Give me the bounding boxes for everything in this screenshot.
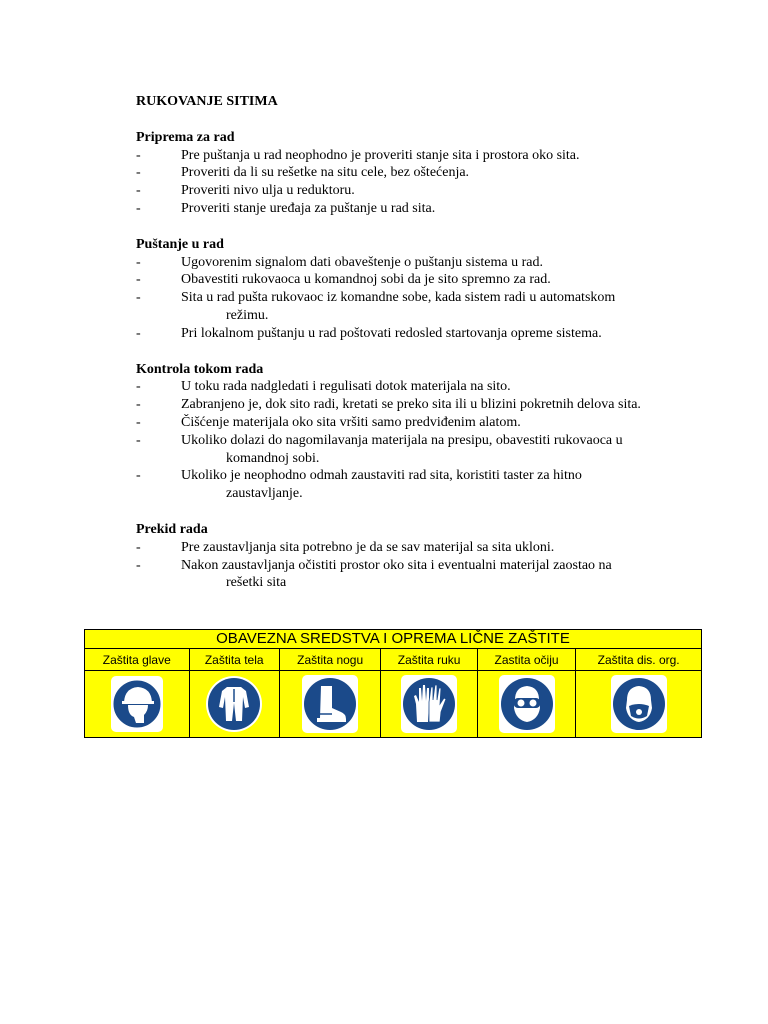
ppe-label-hands: Zaštita ruku — [381, 649, 477, 671]
ppe-icon-cell — [189, 671, 279, 738]
list-item — [136, 200, 696, 218]
list-item — [136, 147, 696, 165]
list-item — [136, 182, 696, 200]
overalls-icon — [205, 675, 263, 733]
list-item — [136, 325, 696, 343]
ppe-table-heading: OBAVEZNA SREDSTVA I OPREMA LIČNE ZAŠTITE — [85, 630, 702, 649]
list-item-continuation: režimu. — [226, 307, 269, 323]
list-item — [136, 396, 696, 414]
list-item — [136, 467, 696, 503]
list-item — [136, 557, 696, 593]
bullet-dash: - — [136, 468, 141, 484]
section-heading: Puštanje u rad — [136, 236, 224, 252]
bullet-dash: - — [136, 379, 141, 395]
list-item-line: Ukoliko dolazi do nagomilavanja materijala na presipu, obavestiti rukovaoca u — [181, 432, 623, 448]
ppe-label-legs: Zaštita nogu — [279, 649, 381, 671]
list-item-text: Proveriti stanje uređaja za puštanje u rad sita. — [181, 200, 436, 216]
list-item — [136, 414, 696, 432]
bullet-dash: - — [136, 183, 141, 199]
list-item — [136, 289, 696, 325]
list-item-text: Pre zaustavljanja sita potrebno je da se sav materijal sa sita ukloni. — [181, 539, 555, 555]
list-item-text — [181, 557, 696, 593]
bullet-dash: - — [136, 325, 141, 341]
list-item — [136, 254, 696, 272]
list-item-line: Sita u rad pušta rukovaoc iz komandne sobe, kada sistem radi u automatskom — [181, 290, 616, 306]
list-item-continuation: rešetki sita — [226, 575, 287, 591]
list-item — [136, 271, 696, 289]
list-item-text — [181, 432, 696, 468]
section-priprema — [136, 129, 696, 218]
list-item-continuation: zaustavljanje. — [226, 486, 303, 502]
list-item-text — [181, 467, 696, 503]
bullet-dash: - — [136, 165, 141, 181]
ppe-label-body: Zaštita tela — [189, 649, 279, 671]
list-item-text — [181, 289, 696, 325]
list-item — [136, 432, 696, 468]
list-item-text: Proveriti da li su rešetke na situ cele, bez oštećenja. — [181, 165, 470, 181]
document — [136, 93, 696, 592]
section-heading: Kontrola tokom rada — [136, 361, 264, 377]
section-pustanje — [136, 236, 696, 343]
list-item-text: U toku rada nadgledati i regulisati dotok materijala na sito. — [181, 379, 511, 395]
goggles-icon — [498, 674, 556, 734]
list-item-text: Ugovorenim signalom dati obaveštenje o puštanju sistema u rad. — [181, 254, 543, 270]
list-item-text: Zabranjeno je, dok sito radi, kretati se preko sita ili u blizini pokretnih delova sita. — [181, 397, 641, 413]
section-prekid — [136, 521, 696, 592]
list-item-text: Čišćenje materijala oko sita vršiti samo predviđenim alatom. — [181, 414, 521, 430]
document-title: RUKOVANJE SITIMA — [136, 94, 278, 109]
ppe-icon-cell — [279, 671, 381, 738]
list-item-text: Pri lokalnom puštanju u rad poštovati redosled startovanja opreme sistema. — [181, 325, 602, 341]
gloves-icon — [400, 674, 458, 734]
list-item-text: Obavestiti rukovaoca u komandnoj sobi da je sito spremno za rad. — [181, 272, 551, 288]
bullet-dash: - — [136, 290, 141, 306]
boot-icon — [301, 674, 359, 734]
bullet-dash: - — [136, 414, 141, 430]
list-item-text: Proveriti nivo ulja u reduktoru. — [181, 183, 355, 199]
ppe-icon-cell — [381, 671, 477, 738]
bullet-dash: - — [136, 254, 141, 270]
ppe-label-respiratory: Zaštita dis. org. — [576, 649, 702, 671]
section-kontrola — [136, 361, 696, 503]
bullet-dash: - — [136, 432, 141, 448]
bullet-dash: - — [136, 557, 141, 573]
list-item — [136, 378, 696, 396]
bullet-dash: - — [136, 200, 141, 216]
bullet-dash: - — [136, 272, 141, 288]
hard-hat-icon — [110, 675, 164, 733]
ppe-label-eyes: Zastita očiju — [477, 649, 575, 671]
ppe-table — [84, 629, 702, 738]
list-item-line: Nakon zaustavljanja očistiti prostor oko sita i eventualni materijal zaostao na — [181, 557, 612, 573]
list-item-text: Pre puštanja u rad neophodno je proveriti stanje sita i prostora oko sita. — [181, 147, 580, 163]
bullet-dash: - — [136, 397, 141, 413]
list-item — [136, 164, 696, 182]
bullet-dash: - — [136, 539, 141, 555]
ppe-icon-cell — [477, 671, 575, 738]
ppe-icon-cell — [85, 671, 190, 738]
list-item-line: Ukoliko je neophodno odmah zaustaviti rad sita, koristiti taster za hitno — [181, 468, 582, 484]
section-heading: Priprema za rad — [136, 129, 235, 145]
respirator-mask-icon — [610, 674, 668, 734]
bullet-dash: - — [136, 147, 141, 163]
ppe-icon-cell — [576, 671, 702, 738]
list-item — [136, 539, 696, 557]
section-heading: Prekid rada — [136, 521, 208, 537]
list-item-continuation: komandnoj sobi. — [226, 450, 320, 466]
ppe-label-head: Zaštita glave — [85, 649, 190, 671]
